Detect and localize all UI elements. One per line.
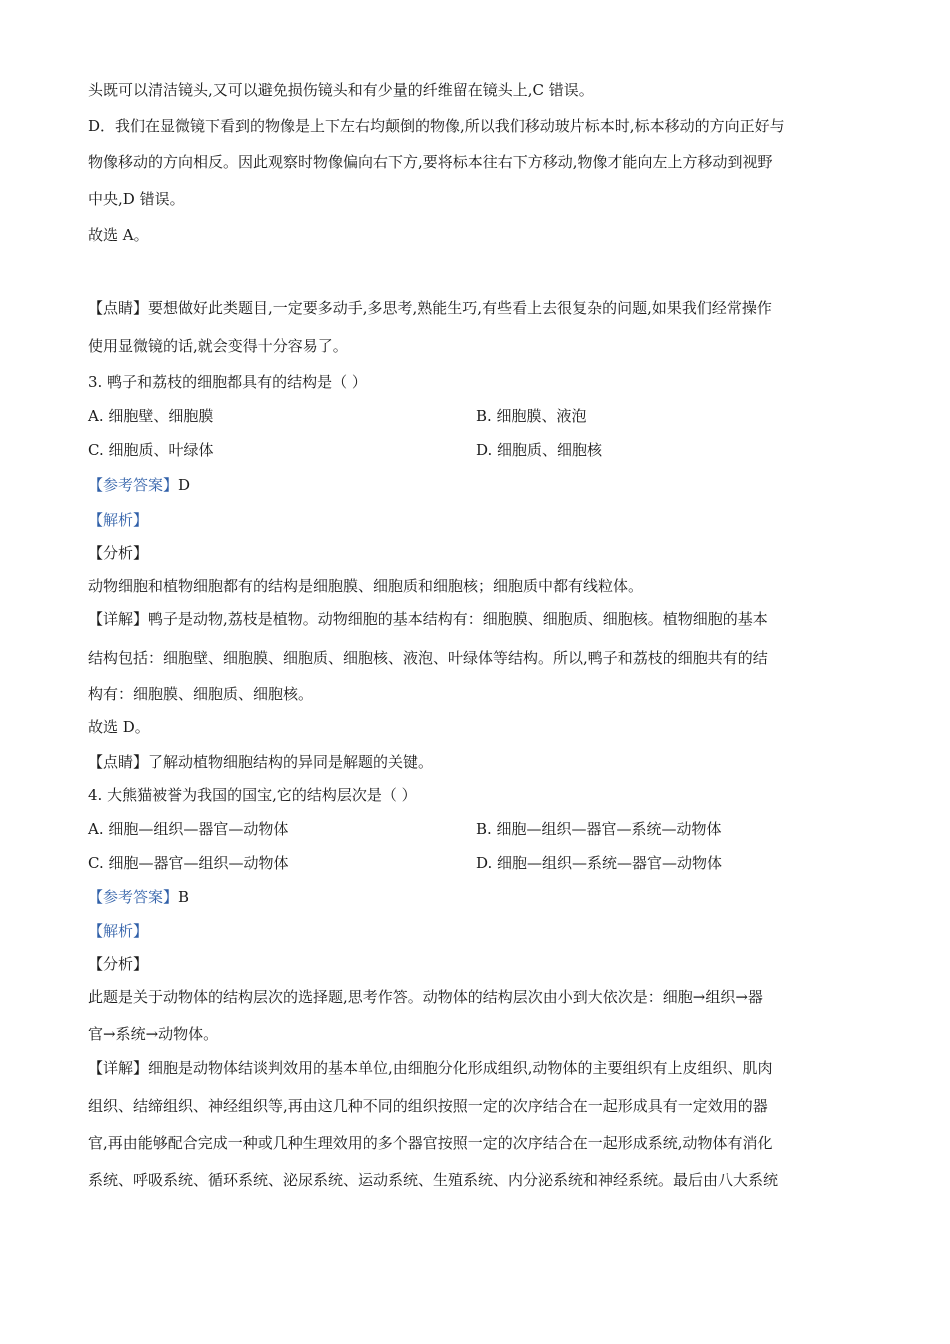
q3-option-b: B. 细胞膜、液泡 [476,407,587,425]
xiangjie-line: 官,再由能够配合完成一种或几种生理效用的多个器官按照一定的次序结合在一起形成系统,动物体有消化 [88,1134,773,1152]
question-4: 4. 大熊猫被誉为我国的国宝,它的结构层次是（ ） [88,786,417,804]
answer-value: B [178,888,190,906]
fenxi-label: 【分析】 [88,544,149,562]
q4-answer-line [88,887,868,907]
dianjing-line: 【点睛】了解动植物细胞结构的异同是解题的关键。 [88,753,434,771]
text-line: D．我们在显微镜下看到的物像是上下左右均颠倒的物像,所以我们移动玻片标本时,标本移动的方向正好与 [88,117,785,135]
fenxi-label: 【分析】 [88,955,149,973]
q3-option-a: A. 细胞壁、细胞膜 [88,407,214,425]
fenxi-line: 此题是关于动物体的结构层次的选择题,思考作答。动物体的结构层次由小到大依次是：细胞→组织→器 [88,988,763,1006]
q4-option-b: B. 细胞—组织—器官—系统—动物体 [476,820,722,838]
xiangjie-line: 构有：细胞膜、细胞质、细胞核。 [88,685,314,703]
xiangjie-line: 组织、结缔组织、神经组织等,再由这几种不同的组织按照一定的次序结合在一起形成具有一定效用的器 [88,1097,768,1115]
fenxi-text: 动物细胞和植物细胞都有的结构是细胞膜、细胞质和细胞核；细胞质中都有线粒体。 [88,577,644,595]
text-line: 物像移动的方向相反。因此观察时物像偏向右下方,要将标本往右下方移动,物像才能向左上方移动到视野 [88,153,773,171]
xiangjie-line: 系统、呼吸系统、循环系统、泌尿系统、运动系统、生殖系统、内分泌系统和神经系统。最后由八大系统 [88,1171,779,1189]
question-3: 3. 鸭子和荔枝的细胞都具有的结构是（ ） [88,373,367,391]
text-line: 头既可以清洁镜头,又可以避免损伤镜头和有少量的纤维留在镜头上,C 错误。 [88,81,594,99]
text-line: 中央,D 错误。 [88,190,185,208]
guxuan-line: 故选 D。 [88,718,150,736]
fenxi-line: 官→系统→动物体。 [88,1025,219,1043]
answer-label: 【参考答案】 [88,888,179,906]
jiexi-label: 【解析】 [88,511,149,529]
q4-option-d: D. 细胞—组织—系统—器官—动物体 [476,854,723,872]
answer-value: D [178,476,191,494]
dianjing-line: 【点睛】要想做好此类题目,一定要多动手,多思考,熟能生巧,有些看上去很复杂的问题,如果我们经常操作 [88,299,772,317]
q3-option-c: C. 细胞质、叶绿体 [88,441,214,459]
xiangjie-line: 【详解】细胞是动物体结谈判效用的基本单位,由细胞分化形成组织,动物体的主要组织有上皮组织、肌肉 [88,1059,773,1077]
text-line: 故选 A。 [88,226,149,244]
xiangjie-line: 【详解】鸭子是动物,荔枝是植物。动物细胞的基本结构有：细胞膜、细胞质、细胞核。植物细胞的基本 [88,610,768,628]
q3-option-d: D. 细胞质、细胞核 [476,441,603,459]
q3-answer-line [88,475,868,495]
q4-option-a: A. 细胞—组织—器官—动物体 [88,820,289,838]
dianjing-line: 使用显微镜的话,就会变得十分容易了。 [88,337,348,355]
xiangjie-line: 结构包括：细胞壁、细胞膜、细胞质、细胞核、液泡、叶绿体等结构。所以,鸭子和荔枝的细胞共有的结 [88,649,768,667]
q4-option-c: C. 细胞—器官—组织—动物体 [88,854,289,872]
answer-label: 【参考答案】 [88,476,179,494]
jiexi-label: 【解析】 [88,922,149,940]
